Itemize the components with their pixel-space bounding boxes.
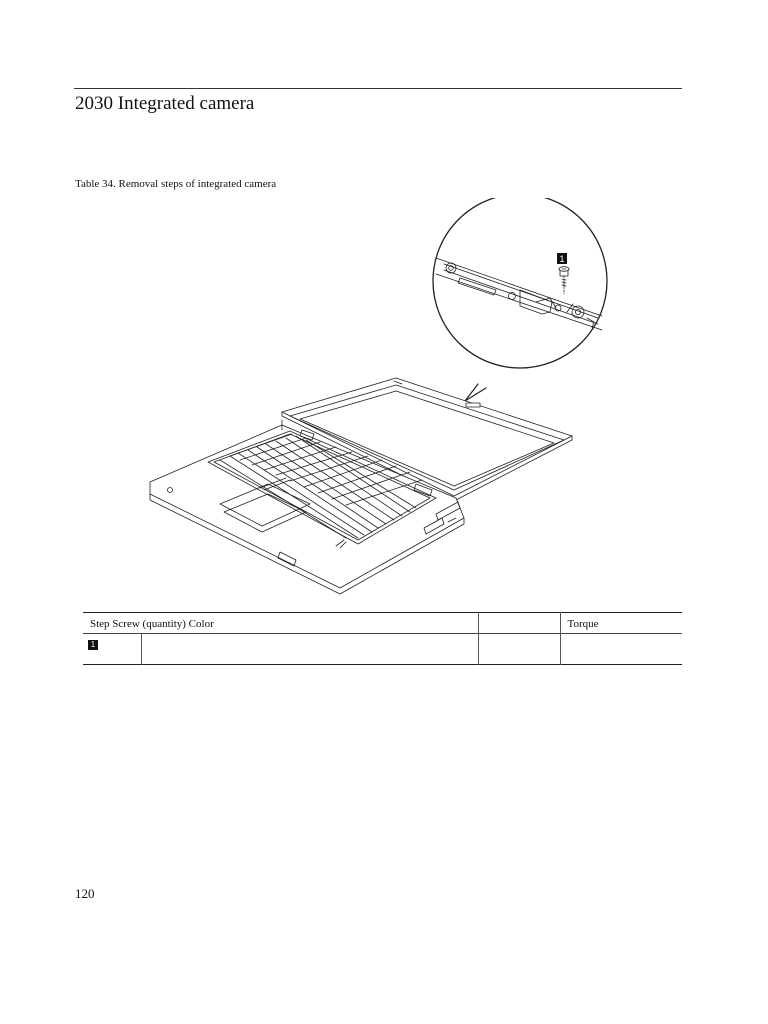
step-callout-marker: 1 bbox=[88, 640, 98, 650]
magnifier-callout bbox=[433, 198, 607, 401]
step-cell bbox=[83, 634, 141, 665]
camera-removal-illustration bbox=[140, 198, 620, 598]
header-torque: Torque bbox=[560, 613, 682, 634]
laptop-drawing bbox=[150, 378, 572, 594]
figure-caption: Table 34. Removal steps of integrated camera bbox=[75, 178, 277, 190]
header-step-screw-color: Step Screw (quantity) Color bbox=[90, 618, 214, 630]
torque-cell bbox=[560, 634, 682, 665]
table-row bbox=[83, 634, 682, 665]
top-rule bbox=[74, 88, 682, 89]
svg-text:1: 1 bbox=[559, 254, 565, 264]
removal-steps-table bbox=[83, 612, 682, 665]
color-cell bbox=[478, 634, 560, 665]
table-header-row bbox=[83, 613, 682, 634]
header-blank bbox=[478, 613, 560, 634]
screw-cell bbox=[141, 634, 478, 665]
page-number: 120 bbox=[75, 886, 95, 901]
callout-marker-1 bbox=[557, 253, 567, 264]
section-heading: 2030 Integrated camera bbox=[75, 93, 255, 114]
